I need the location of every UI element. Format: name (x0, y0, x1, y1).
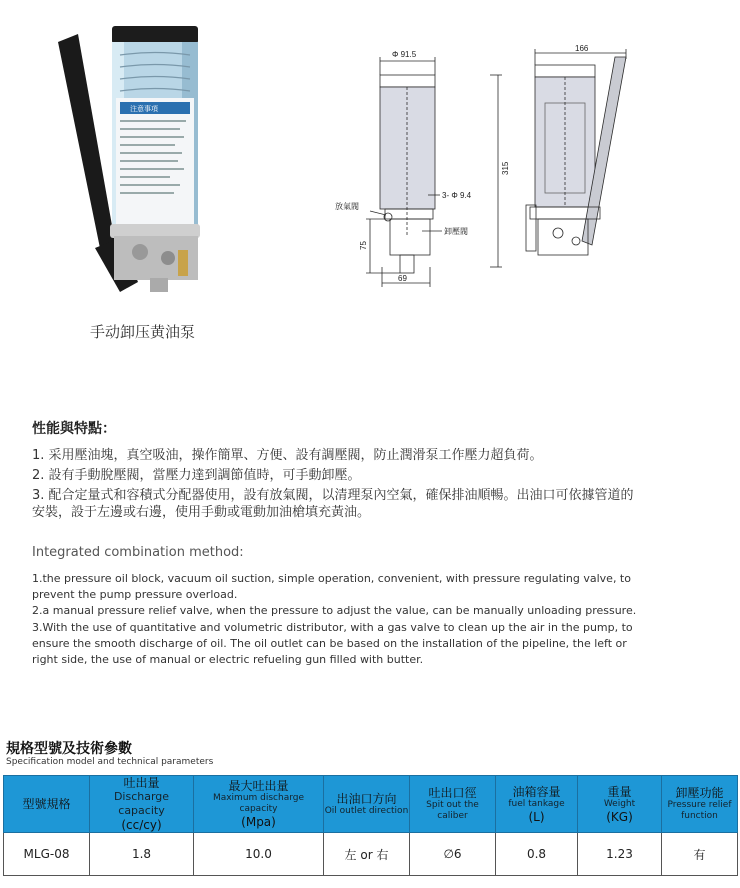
header-cn: 吐出量 (123, 776, 160, 790)
header-en: Maximum discharge capacity (212, 793, 305, 814)
dim-base-height-label: 75 (359, 241, 368, 250)
header-unit: (cc/cy) (121, 818, 162, 832)
vent-valve-label: 放氣閥 (335, 202, 359, 211)
spec-title: 規格型號及技術參數 (6, 741, 132, 757)
header-unit: (L) (528, 809, 545, 824)
spec-table (3, 775, 738, 876)
header-en: Oil outlet direction (324, 805, 409, 816)
cell-outlet-direction: 左 or 右 (324, 833, 410, 876)
relief-valve-label: 卸壓閥 (444, 227, 468, 236)
cell-model: MLG-08 (4, 833, 90, 876)
spec-header-relief (662, 776, 738, 833)
product-caption: 手动卸压黄油泵 (90, 323, 196, 341)
dim-base-width-label: 69 (398, 274, 407, 283)
header-en: Pressure relief function (667, 800, 732, 821)
feature-item-3: 3. 配合定量式和容積式分配器使用，設有放氣閥，以清理泵內空氣，確保排油順暢。出油口可依據管道的安裝，設于左邊或右邊，使用手動或電動加油槍填充黃油。 (32, 488, 634, 520)
header-cn: 型號規格 (22, 797, 71, 811)
header-en: fuel tankage (508, 798, 565, 809)
tank-label-text: 注意事項 (130, 105, 158, 113)
technical-drawing (330, 45, 650, 295)
spec-header-row (4, 776, 738, 833)
english-item-2: 2.a manual pressure relief valve, when the pressure to adjust the value, can be manually unloading pressure. (32, 604, 637, 617)
header-cn: 吐出口徑 (428, 786, 477, 800)
cell-weight: 1.23 (578, 833, 662, 876)
english-item-1: 1.the pressure oil block, vacuum oil suction, simple operation, convenient, with pressure regulating valve, to prevent the pump pressure overload. (32, 572, 631, 601)
header-unit: (KG) (606, 809, 633, 824)
dim-outlets-label: 3- Φ 9.4 (442, 191, 472, 200)
header-cn: 油箱容量 (512, 784, 561, 799)
cell-max-discharge: 10.0 (194, 833, 324, 876)
spec-subtitle: Specification model and technical parameters (6, 757, 214, 767)
feature-item-2: 2. 設有手動脫壓閥，當壓力達到調節值時，可手動卸壓。 (32, 468, 361, 483)
cell-caliber: ∅6 (410, 833, 496, 876)
cell-discharge: 1.8 (90, 833, 194, 876)
cell-relief: 有 (662, 833, 738, 876)
header-unit: (Mpa) (241, 815, 276, 829)
dim-height-label: 315 (501, 161, 510, 175)
spec-header-caliber (410, 776, 496, 833)
features-title: 性能與特點： (32, 421, 116, 437)
table-row (4, 833, 738, 876)
header-cn: 卸壓功能 (675, 786, 724, 800)
dim-width-label: 166 (575, 45, 589, 53)
english-item-3: 3.With the use of quantitative and volumetric distributor, with a gas valve to clean up the air in the pump, to ensure the smooth discharge of oil. The oil outlet can be based on the installation of the pipeline, the left or right side, the use of manual or electric refueling gun filled with butter. (32, 621, 633, 666)
spec-header-tank (496, 776, 578, 833)
dim-diameter-label: Φ 91.5 (392, 50, 417, 59)
header-cn: 出油口方向 (336, 791, 397, 806)
spec-header-weight (578, 776, 662, 833)
header-en: Spit out the caliber (426, 800, 479, 821)
spec-header-outlet-direction (324, 776, 410, 833)
spec-header-max-discharge (194, 776, 324, 833)
header-cn: 重量 (607, 784, 632, 799)
spec-header-discharge (90, 776, 194, 833)
spec-header-model (4, 776, 90, 833)
product-photo (50, 20, 210, 305)
header-cn: 最大吐出量 (228, 779, 289, 793)
header-en: Discharge capacity (113, 790, 170, 817)
cell-tank: 0.8 (496, 833, 578, 876)
english-title: Integrated combination method: (32, 545, 244, 560)
header-en: Weight (603, 798, 636, 809)
feature-item-1: 1. 采用壓油塊，真空吸油，操作簡單、方便、設有調壓閥，防止潤滑泵工作壓力超負荷。 (32, 448, 543, 463)
